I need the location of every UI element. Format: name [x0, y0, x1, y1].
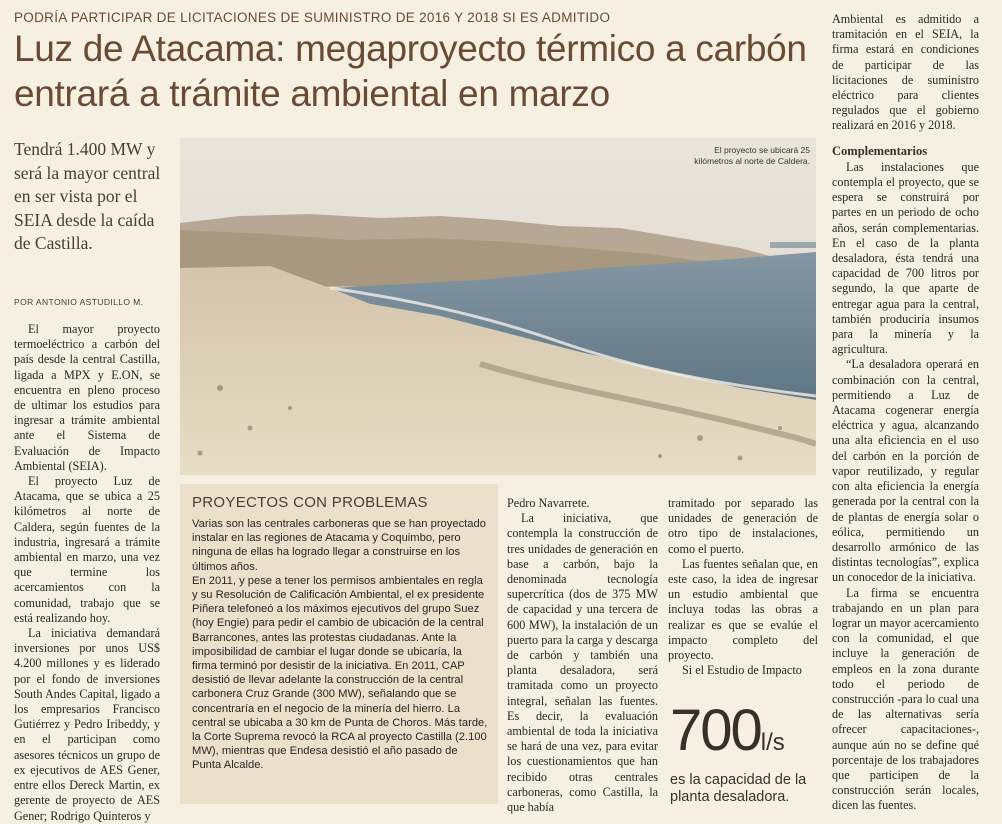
- body-column-5: [832, 12, 979, 814]
- paragraph: El proyecto Luz de Atacama, que se ubica a 25 kilómetros al norte de Caldera, según fuentes de la industria, ingresará a trámite ambiental en marzo, una vez que termine los acercamientos con la comunidad, trabajo que se está realizando hoy.: [14, 474, 160, 625]
- sidebar-paragraph: En 2011, y pese a tener los permisos ambientales en regla y su Resolución de Calificación Ambiental, el ex presidente Piñera telefoneó a los máximos ejecutivos del grupo Suez (hoy Engie) para pedir el cambio de ubicación de la central Barrancones, antes las protestas ciudadanas. Ante la imposibilidad de cambiar el lugar donde se ubicaría, la firma terminó por desistir de la iniciativa. En 2011, CAP desistió de llevar adelante la construcción de la central carbonera Cruz Grande (300 MW), señalando que se concentraría en el negocio de la minería del hierro. La central se ubicaba a 30 km de Punta de Choros. Más tarde, la Corte Suprema revocó la RCA al proyecto Castilla (2.100 MW), mientras que Endesa desistió el año pasado de Punta Alcalde.: [192, 574, 488, 772]
- big-stat: [670, 698, 820, 763]
- paragraph: Si el Estudio de Impacto: [682, 663, 802, 678]
- paragraph: tramitado por separado las unidades de generación de otro tipo de instalaciones, como el puerto.: [668, 496, 818, 556]
- body-column-1: [14, 322, 160, 824]
- article-lede: Tendrá 1.400 MW y será la mayor central en ser vista por el SEIA desde la caída de Castilla.: [14, 139, 161, 253]
- article-headline: Luz de Atacama: megaproyecto térmico a carbón entrará a trámite ambiental en marzo: [14, 28, 807, 114]
- stat-label: es la capacidad de la planta desaladora.: [670, 772, 807, 805]
- paragraph: El mayor proyecto termoeléctrico a carbón del país desde la central Castilla, ligada a MPX y E.ON, se encuentra en pleno proceso de ultimar los estudios para ingresar a trámite ambiental ante el Sistema de Evaluación de Impacto Ambiental (SEIA).: [14, 322, 160, 473]
- sidebar-paragraph: Varias son las centrales carboneras que se han proyectado instalar en las regiones de Atacama y Coquimbo, pero ninguna de ellas ha logrado llegar a construirse en los últimos años.: [192, 518, 486, 573]
- body-column-3: [507, 496, 658, 815]
- paragraph: Pedro Navarrete.: [507, 496, 590, 510]
- article-kicker: PODRÍA PARTICIPAR DE LICITACIONES DE SUMINISTRO DE 2016 Y 2018 SI ES ADMITIDO: [14, 10, 611, 25]
- paragraph: Las fuentes señalan que, en este caso, la idea de ingresar un estudio ambiental que incluya todas las obras a realizar es que se evalúe el impacto completo del proyecto.: [668, 556, 818, 663]
- paragraph: Ambiental es admitido a tramitación en el SEIA, la firma estará en condiciones de participar de las licitaciones de suministro eléctrico para clientes regulados que el gobierno realizará en 2016 y 2018.: [832, 12, 979, 133]
- sidebar-body: [192, 517, 488, 773]
- photo-caption: El proyecto se ubicará 25 kilómetros al norte de Caldera.: [694, 145, 810, 166]
- subheading: Complementarios: [832, 143, 928, 158]
- stat-unit: l/s: [760, 729, 785, 756]
- coastline-photo-illustration: [180, 138, 816, 475]
- sidebar-box: [180, 484, 498, 804]
- sidebar-title: PROYECTOS CON PROBLEMAS: [192, 494, 428, 511]
- paragraph: La firma se encuentra trabajando en un plan para lograr un mayor acercamiento con la comunidad, el que incluye la generación de empleos en la zona durante todo el periodo de construcción -para lo cual una de las alternativas sería ofrecer capacitaciones-, aunque aún no se define qué porcentaje de los trabajadores que participen de la construcción serán locales, dicen las fuentes.: [832, 585, 979, 813]
- paragraph: La iniciativa demandará inversiones por unos US$ 4.200 millones y es liderado por el fondo de inversiones South Andes Capital, ligado a los empresarios Francisco Gutiérrez y Pedro Iribeddy, y en el participan como asesores técnicos un grupo de ex ejecutivos de AES Gener, entre ellos Dereck Martin, ex gerente de proyecto de AES Gener; Rodrigo Quinteros y: [14, 626, 160, 823]
- paragraph: Las instalaciones que contempla el proyecto, que se espera se construirá por partes en un periodo de ocho años, serán complementarias. En el caso de la planta desaladora, ésta tendrá una capacidad de 700 litros por segundo, la que aparte de entregar agua para la central, también produciría insumos para la minería y la agricultura.: [832, 159, 979, 357]
- article-byline: POR ANTONIO ASTUDILLO M.: [14, 297, 144, 307]
- paragraph: “La desaladora operará en combinación con la central, permitiendo a Luz de Atacama cogenerar energía eléctrica y agua, alcanzando una alta eficiencia en el uso del carbón en la porción de vapor reutilizado, y regular con alta eficiencia la energía generada por la central con la de plantas de energía solar o eólica, permitiendo un desarrollo armónico de las distintas tecnologías”, explica un conocedor de la iniciativa.: [832, 357, 979, 585]
- paragraph: La iniciativa, que contempla la construcción de tres unidades de generación en base a carbón, bajo la denominada tecnología supercrítica (dos de 375 MW de capacidad y una tercera de 600 MW), la instalación de un puerto para la carga y descarga de carbón y también una planta desaladora, será tramitada como un proyecto integral, señalan las fuentes. Es decir, la evaluación ambiental de toda la iniciativa se hará de una vez, para evitar los cuestionamientos que han recibido otras centrales carboneras, como Castilla, la que había: [507, 511, 658, 815]
- stat-number: 700: [670, 698, 761, 763]
- coastline-photo: [180, 138, 816, 475]
- body-column-4: [668, 496, 818, 678]
